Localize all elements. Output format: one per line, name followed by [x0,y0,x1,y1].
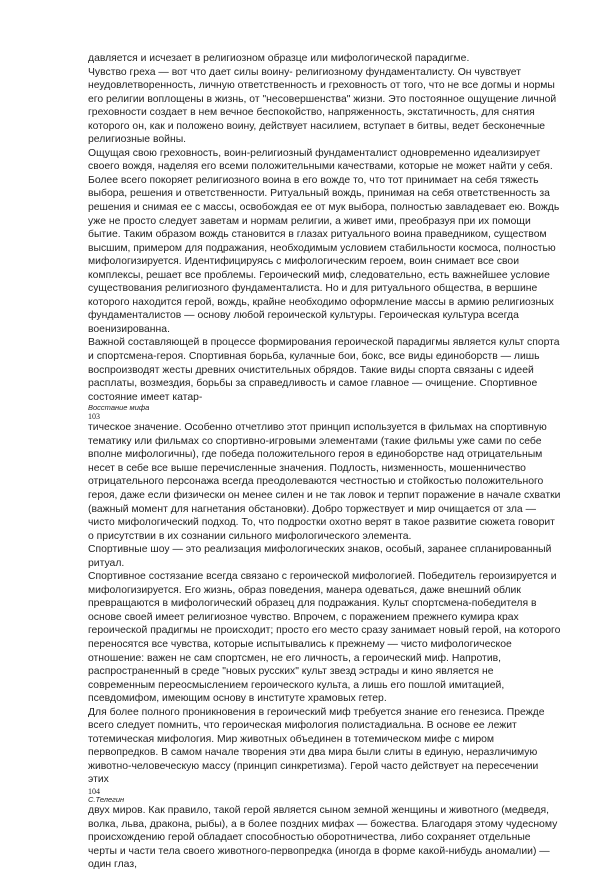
paragraph: Важной составляющей в процессе формирования героической парадигмы является культ спорта и спортсмена-героя. Спортивная борьба, кулачные бои, бокс, все виды единоборств — лишь воспроизводят жесты древних очистительных обрядов. Такие виды спорта связаны с идеей расплаты, возмездия, борьбы за справедливость и самое главное — очищение. Спортивное состояние имеет катар- [88,337,560,403]
running-author: С.Телегин [88,794,125,804]
running-title: Восстание мифа [88,403,150,413]
paragraph: тическое значение. Особенно отчетливо этот принцип используется в фильмах на спортивную тематику или фильмах со спортивно-игровыми элементами (такие фильмы уже сами по себе вполне мифологичны), где победа положительного героя в единоборстве над отрицательным несет в себе все выше перечисленные значения. Подлость, низменность, мошенничество отрицательного персонажа всегда преодолеваются честностью и стойкостью положительного героя, даже если физически он менее силен и не так ловок и терпит поражение в начале схватки (важный момент для нагнетания обстановки). Добро торжествует и мир очищается от зла — чисто мифологический подход. То, что подростки охотно верят в такое развитие сюжета говорит о присутствии в их сознании сильного мифологического элемента. [88,422,561,542]
paragraph: двух миров. Как правило, такой герой является сыном земной женщины и животного (медведя, волка, льва, дракона, рыбы), а в более поздних мифах — божества. Благодаря этому чудесному происхождению герой обладает способностью оборотничества, либо сохраняет отдельные черты и части тела своего животного-первопредка (иногда в форме какой-нибудь аномалии) — один глаз, [88,804,558,871]
text-column [88,52,562,872]
paragraph: Ощущая свою греховность, воин-религиозный фундаменталист одновременно идеализирует своего вождя, наделяя его всеми положительными качествами, которые не может найти у себя. Более всего покоряет религиозного воина в его вожде то, что тот принимает на себя тяжесть выбора, решения и ответственности. Ритуальный вождь, принимая на себя ответственность за решения и снимая ее с массы, освобождая ее от мук выбора, полностью завладевает ею. Вождь уже не просто следует заветам и нормам религии, а живет ими, преобразуя при их помощи бытие. Таким образом вождь становится в глазах ритуального воина праведником, существом высшим, примером для подражания, необходимым условием стабильности космоса, полностью мифологизируется. Идентифицируясь с мифологическим героем, воин снимает все свои комплексы, решает все проблемы. Героический миф, следовательно, есть важнейшее условие существования религиозного фундаменталиста. Но и для ритуального общества, в вершине которого находится герой, вождь, крайне необходимо оформление массы в армию религиозных фундаменталистов — основу любой героической культуры. Героическая культура всегда военизированна. [88,147,560,335]
paragraph: Спортивные шоу — это реализация мифологических знаков, особый, заранее спланированный ритуал. [88,544,552,569]
paragraph: Чувство греха — вот что дает силы воину- религиозному фундаменталисту. Он чувствует неудовлетворенность, личную ответственность и греховность от того, что не все догмы и нормы его религии воплощены в жизнь, от "несовершенства" жизни. Это постоянное ощущение личной греховности создает в нем вечное беспокойство, напряженность, экстатичность, для снятия которого он, как и положено воину, действует насилием, вступает в битвы, ведет бесконечные религиозные войны. [88,66,557,146]
paragraph: давляется и исчезает в религиозном образце или мифологической парадигме. [88,53,470,64]
page-number: 104 [88,786,100,796]
page-number: 103 [88,412,100,422]
paragraph: Спортивное состязание всегда связано с героической мифологией. Победитель героизируется и мифологизируется. Его жизнь, образ поведения, манера одеваться, даже внешний облик превращаются в мифологический образец для подражания. Культ спортсмена-победителя в основе своей имеет религиозное чувство. Впрочем, с поражением прежнего кумира крах героической прадигмы не происходит; просто его место сразу занимает новый герой, на которого переносятся все чувства, которые испытывались к прежнему — чисто мифологическое отношение: важен не сам спортсмен, не его личность, а героический миф. Напротив, распространенный в среде "новых русских" культ звезд эстрады и кино является не современным переосмыслением героического культа, а лишь его пошлой имитацией, псевдомифом, имеющим основу в институте храмовых гетер. [88,571,561,705]
paragraph: Для более полного проникновения в героический миф требуется знание его генезиса. Прежде всего следует помнить, что героическая мифология полистадиальна. В основе ее лежит тотемическая мифология. Мир животных объединен в тотемическом мифе с миром первопредков. В самом начале творения эти два мира были слиты в единую, неразличимую животно-человеческую массу (принцип синкретизма). Герой часто действует на пересечении этих [88,706,545,786]
